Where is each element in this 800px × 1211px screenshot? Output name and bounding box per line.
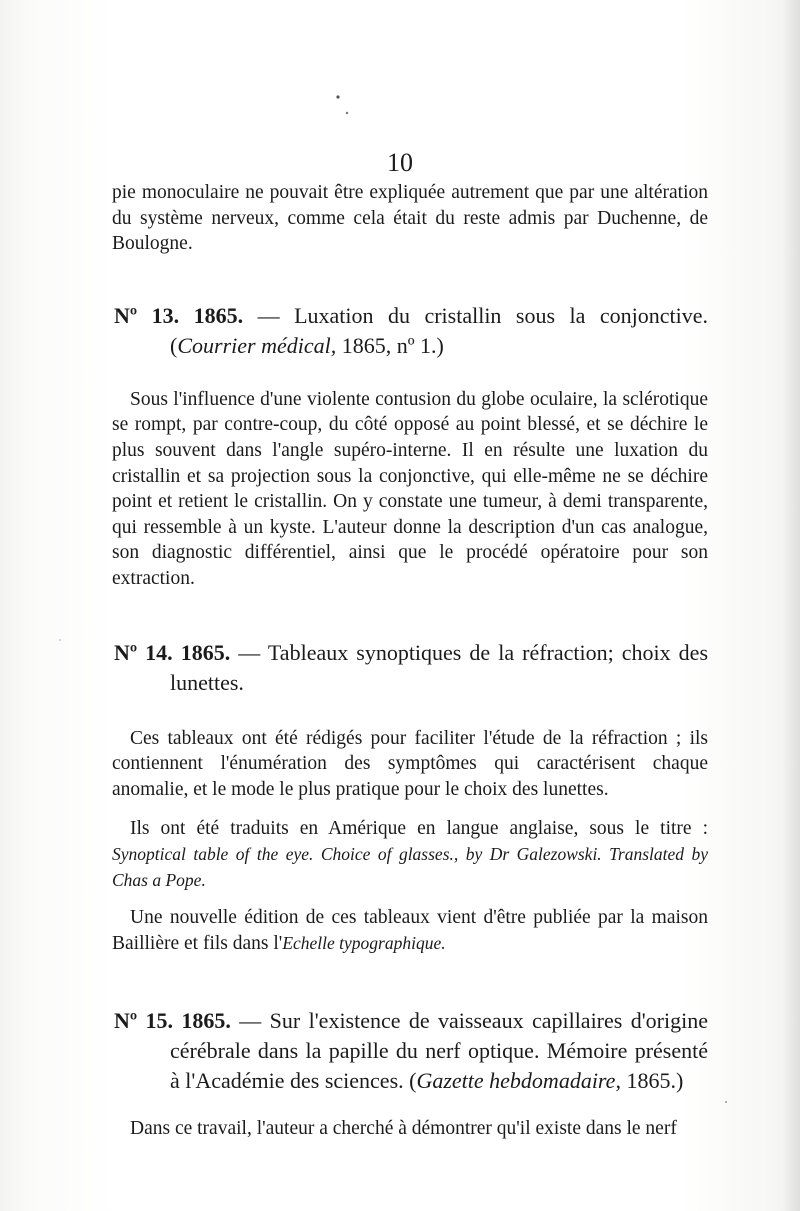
entry-14-english-title: Synoptical table of the eye. Choice of glasses., by Dr Galezowski. Translated by Chas a Pope. bbox=[112, 843, 708, 890]
paragraph-continuation: pie monoculaire ne pouvait être expliquée autrement que par une altération du système nerveux, comme cela était du reste admis par Duchenne, de Boulogne. bbox=[112, 182, 708, 255]
entry-13-body: Sous l'influence d'une violente contusion du globe oculaire, la sclérotique se rompt, par contre-coup, du côté opposé au point blessé, et se déchire le plus souvent dans l'angle supéro-interne. Il en résulte une luxation du cristallin et sa projection sous la conjonctive, qui elle-même ne se déchire point et retient le cristallin. On y constate une tumeur, à demi transparente, qui ressemble à un kyste. L'auteur donne la description d'un cas analogue, son diagnostic différentiel, ainsi que le procédé opératoire pour son extraction. bbox=[112, 388, 708, 589]
entry-14-body-2-text: Ils ont été traduits en Amérique en langue anglaise, sous le titre : bbox=[130, 818, 708, 840]
entry-14-heading bbox=[112, 638, 708, 698]
entry-15-heading bbox=[112, 1006, 708, 1096]
entry-14-title: — Tableaux synoptiques de la réfraction; choix des lunettes. bbox=[170, 639, 708, 695]
entry-14-publication: Echelle typographique. bbox=[282, 932, 446, 953]
entry-15-source: Gazette hebdomadaire, bbox=[416, 1068, 621, 1094]
entry-14-body-2 bbox=[112, 816, 708, 893]
entry-15-title: — Sur l'existence de vaisseaux capillaires d'origine cérébrale dans la papille du nerf optique. Mémoire présenté à l'Académie des sciences. ( bbox=[170, 1008, 708, 1094]
entry-15-number: Nº 15. 1865. bbox=[114, 1008, 231, 1034]
entry-14-number: Nº 14. 1865. bbox=[114, 639, 231, 665]
entry-13-source-tail: 1865, nº 1.) bbox=[336, 332, 444, 358]
entry-13-heading bbox=[112, 301, 708, 361]
entry-13-source: Courrier médical, bbox=[177, 332, 337, 358]
page-number: 10 bbox=[387, 148, 413, 177]
entry-15-source-tail: 1865.) bbox=[620, 1068, 684, 1094]
entry-14-body-3 bbox=[112, 905, 708, 956]
entry-14-body-1: Ces tableaux ont été rédigés pour faciliter l'étude de la réfraction ; ils contiennent l'énumération des symptômes qui caractérisent chaque anomalie, et le mode le plus pratique pour le choix des lunettes. bbox=[112, 727, 708, 800]
page-body bbox=[112, 180, 708, 1142]
entry-13-number: Nº 13. 1865. bbox=[114, 302, 244, 328]
entry-15-body: Dans ce travail, l'auteur a cherché à démontrer qu'il existe dans le nerf bbox=[130, 1118, 677, 1140]
entry-13-title: — Luxation du cristallin sous la conjonctive. ( bbox=[170, 302, 708, 358]
entry-14-body-3-text: Une nouvelle édition de ces tableaux vient d'être publiée par la maison Baillière et fils dans l' bbox=[112, 907, 708, 954]
